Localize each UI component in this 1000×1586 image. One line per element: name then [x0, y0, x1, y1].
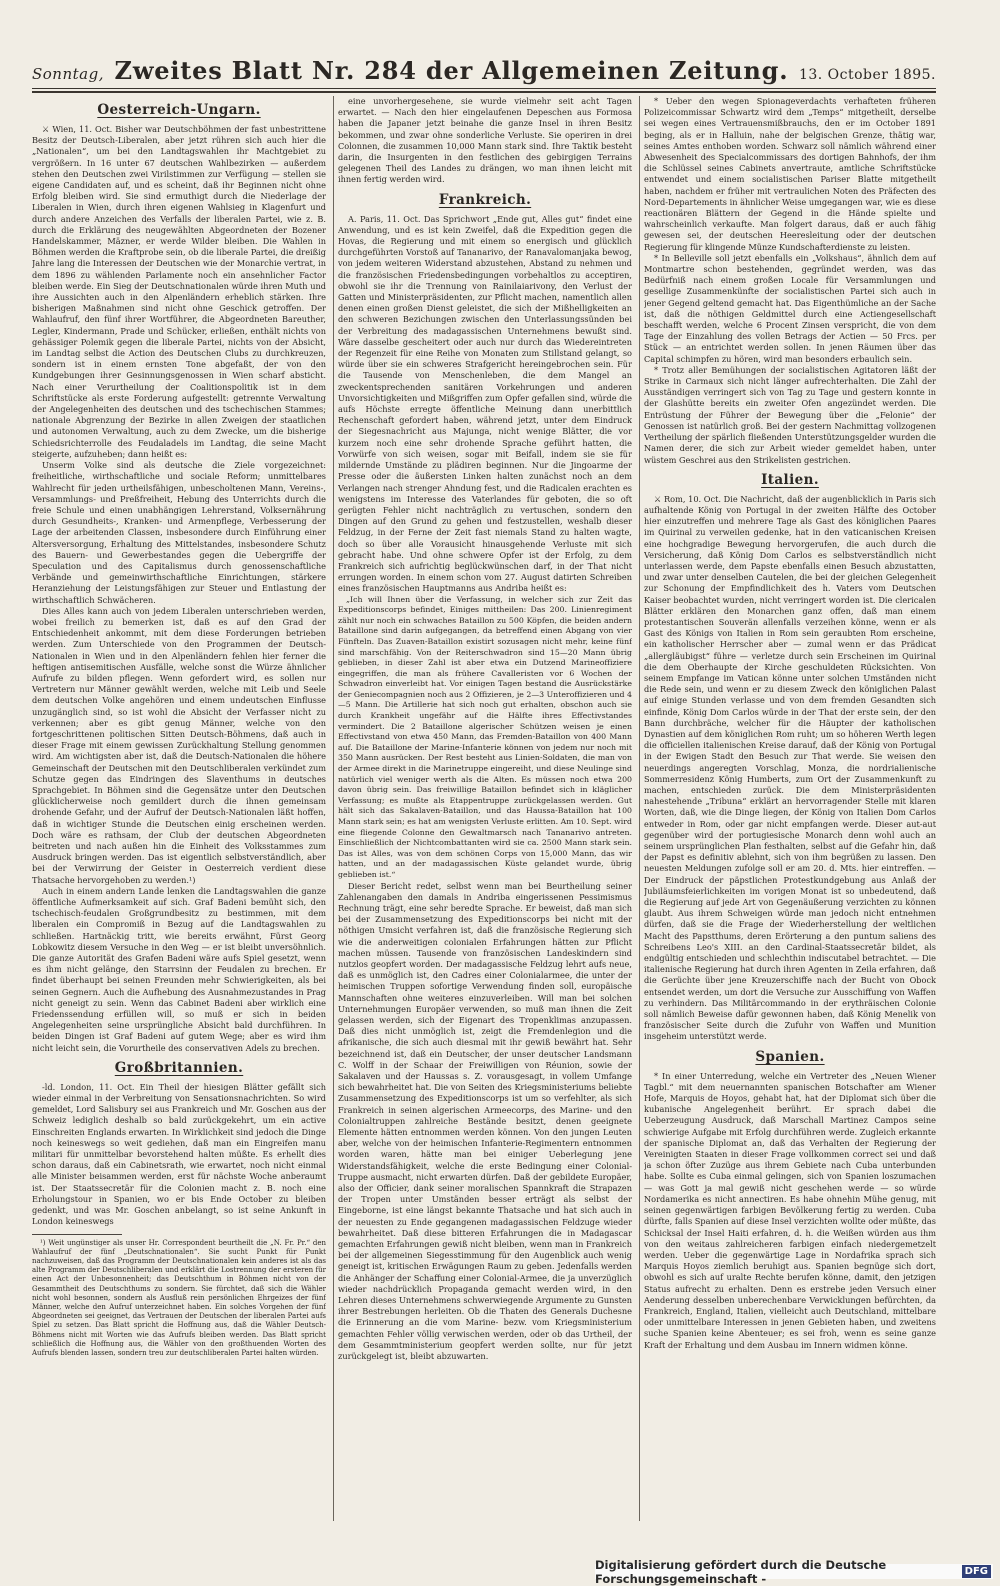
- article-paragraph: Dies Alles kann auch von jedem Liberalen unterschrieben werden, wobei freilich zu bemerken ist, daß es auf den Grad der Entschiedenheit ankommt, mit dem diese Forderungen betrieben werden. Zum Unterschiede von den Programmen der Deutsch-Nationalen in Wien und in den Alpenländern fehlen hier ferner die heftigen antisemitischen Ausfälle, welche sonst die Würze ähnlicher Aufrufe zu bilden pflegen. Wenn gefordert wird, es sollen nur Vertretern nur Männer gewählt werden, welche mit Leib und Seele dem deutschen Volke angehören und einem undeutschen Einflusse unzugänglich sind, so ist wohl die Absicht der Verfasser nicht zu verkennen; aber es gibt genug Männer, welche von den fortgeschrittenen politischen Sitten Deutsch-Böhmens, daß auch in dieser Frage mit einem gewissen Zurückhaltung Stellung genommen wird. Am wichtigsten aber ist, daß die Deutsch-Nationalen die höhere Gemeinschaft der Deutschen mit den Deutschliberalen verkündet zum Schutze gegen das Eindringen des Slaventhums in deutsches Sprachgebiet. In Böhmen sind die Gegensätze unter den Deutschen glücklicherweise noch gemildert durch die ihnen gemeinsam drohende Gefahr, und der Aufruf der Deutsch-Nationalen läßt hoffen, daß in wichtiger Stunde die Deutschen einig erscheinen werden. Doch wäre es rathsam, der Club der deutschen Abgeordneten beitreten und nach außen hin die Einheit des Volksstammes zum Ausdruck bringen werden. Das ist eigentlich selbstverständlich, aber bei der Verwirrung der Geister in Oesterreich verdient diese Thatsache hervorgehoben zu werden.¹): [32, 605, 326, 885]
- masthead-day: Sonntag,: [32, 65, 104, 83]
- article-paragraph: -ld. London, 11. Oct. Ein Theil der hiesigen Blätter gefällt sich wieder einmal in der Verbreitung von Sensationsnachrichten. So wird gemeldet, Lord Salisbury sei aus Frankreich und Mr. Goschen aus der Schweiz lediglich deshalb so bald zurückgekehrt, um ein active Einschreiten Englands erwarten. In Wirklichkeit sind jedoch die Dinge noch keineswegs so weit gediehen, daß man ein Eingreifen manu militari für unmittelbar bevorstehend halten müßte. Es erhellt dies schon daraus, daß ein Cabinetsrath, wie erwartet, noch nicht einmal alle Minister beisammen werden, erst für nächste Woche anberaumt ist. Der Staatssecretär für die Colonien macht z. B. noch eine Erholungstour in Spanien, wo er bis Ende October zu bleiben gedenkt, und was Mr. Goschen anbelangt, so ist seine Ankunft in London keineswegs: [32, 1081, 326, 1227]
- article-paragraph: * In Belleville soll jetzt ebenfalls ein „Volkshaus“, ähnlich dem auf Montmartre schon bestehenden, gegründet werden, was das Bedürfniß nach einem großen Locale für Versammlungen und gesellige Zusammenkünfte der socialistischen Partei sich auch in jener Gegend geltend gemacht hat. Das Eigenthümliche an der Sache ist, daß die nöthigen Geldmittel durch eine Actiengesellschaft beschafft werden, welche 6 Procent Zinsen verspricht, die von dem Tage der Einzahlung des vollen Betrags der Actien — 50 Frcs. per Stück — an entrichtet werden sollen. In jenen Räumen über das Capital schimpfen zu hören, wird man besonders erbaulich sein.: [644, 252, 936, 364]
- masthead: [32, 56, 936, 88]
- quoted-letter: „Ich will Ihnen über die Verfassung, in welcher sich zur Zeit das Expeditionscorps befindet, Einiges mittheilen: Das 200. Linienregiment zählt nur noch ein schwaches Bataillon zu 500 Köpfen, die beiden andern Bataillone sind darin aufgegangen, da betreffend einen Abgang von vier Fünfteln. Das Zuaven-Bataillon existirt sozusagen nicht mehr, keine fünf sind marschfähig. Von der Reiterschwadron sind 15—20 Mann übrig geblieben, in dieser Zahl ist aber etwa ein Dutzend Marineoffiziere eingegriffen, die man als frühere Cavalleristen vor 6 Wochen der Schwadron einverleibt hat. Vor einigen Tagen bestand die Ausrückstärke der Geniecompagnien noch aus 2 Offizieren, je 2—3 Unteroffizieren und 4—5 Mann. Die Artillerie hat sich noch gut erhalten, obschon auch sie durch Krankheit ungefähr auf die Hälfte ihres Effectivstandes vermindert. Die 2 Bataillone algerischer Schützen weisen je einen Effectivstand von etwa 450 Mann, das Fremden-Bataillon von 400 Mann auf. Die Bataillone der Marine-Infanterie können von jedem nur noch mit 350 Mann ausrücken. Der Rest besteht aus Linien-Soldaten, die man von der Armee direkt in die Marinetruppe eingereiht, und diese Neulinge sind natürlich viel weniger werth als die Alten. Es müssen noch etwa 200 davon übrig sein. Das freiwillige Bataillon befindet sich in kläglicher Verfassung; es mußte als Etappentruppe zurückgelassen werden. Gut hält sich das Sakalaven-Bataillon, und das Haussa-Bataillon hat 100 Mann stark sein; es hat am wenigsten Verluste erlitten. Am 10. Sept. wird eine fliegende Colonne den Gewaltmarsch nach Tananarivo antreten. Einschließlich der Nichtcombattanten wird sie ca. 2500 Mann stark sein. Das ist Alles, was von dem schönen Corps von 15,000 Mann, das wir hatten, und an der madagassischen Küste gelandet wurde, übrig geblieben ist.“: [338, 594, 632, 879]
- masthead-title: Zweites Blatt Nr. 284 der Allgemeinen Zeitung.: [114, 56, 789, 85]
- article-paragraph: ⚔ Wien, 11. Oct. Bisher war Deutschböhmen der fast unbestrittene Besitz der Deutsch-Liberalen, aber jetzt rühren sich auch hier die „Nationalen“, um bei den Landtagswahlen ihr Machtgebiet zu vergrößern. In 16 unter 67 deutschen Wahlbezirken — außerdem stehen den Deutschen zwei Virilstimmen zur Verfügung — stellen sie eigene Candidaten auf, und es scheint, daß ihr Beginnen nicht ohne Erfolg bleiben wird. Sie sind ermuthigt durch die Niederlage der Liberalen in Wien, durch ihren eigenen Wahlsieg in Klagenfurt und durch andere Anzeichen des Verfalls der liberalen Partei, wie z. B. durch die Erklärung des neugewählten Abgeordneten der Bozener Handelskammer, Mäzner, er werde Wilder bleiben. Die Wahlen in Böhmen werden die Kraftprobe sein, ob die liberale Partei, die dreißig Jahre lang die Interessen der Deutschen wie der Monarchie vertrat, in dem 1896 zu wählenden Parlamente noch ein ansehnlicher Factor bleiben werde. Ein Sieg der Deutschnationalen würde ihren Muth und ihre Aussichten auch in den Alpenländern erheblich stärken. Ihre bisherigen Maßnahmen sind nicht ohne Geschick getroffen. Der Wahlaufruf, den fünf ihrer Wortführer, die Abgeordneten Bareuther, Legler, Kindermann, Prade und Schücker, erließen, enthält nichts von gehässiger Polemik gegen die liberale Partei, nichts von der Absicht, im Landtag selbst die Action des Deutschen Clubs zu durchkreuzen, sondern ist in einem ernsten Tone abgefaßt, der von den Kundgebungen ihrer Gesinnungsgenossen in Wien scharf absticht. Nach einer Verurtheilung der Coalitionspolitik ist in dem Schriftstücke als erste Forderung aufgestellt: getrennte Verwaltung der Angelegenheiten des deutschen und des tschechischen Stammes; nationale Abgrenzung der Bezirke in allen Zweigen der staatlichen und autonomen Verwaltung, auch zu dem Zwecke, um die bisherige Schiedsrichterrolle des Feudaladels im Landtag, die seine Macht steigerte, aufzuheben; dann heißt es:: [32, 124, 326, 459]
- article-paragraph: ⚔ Rom, 10. Oct. Die Nachricht, daß der augenblicklich in Paris sich aufhaltende König von Portugal in der zweiten Hälfte des October hier einzutreffen und mehrere Tage als Gast des königlichen Paares im Quirinal zu verweilen gedenke, hat in den vaticanischen Kreisen eine hochgradige Bewegung hervorgerufen, die auch durch die Versicherung, daß König Dom Carlos es selbstverständlich nicht unterlassen werde, dem Papste ebenfalls einen Besuch abzustatten, und zwar unter denselben Cautelen, die bei der gleichen Gelegenheit zur Schonung der Empfindlichkeit des h. Vaters vom Deutschen Kaiser beobachtet wurden, nicht verringert worden ist. Die clericalen Blätter erklären den Monarchen ganz offen, daß man einem protestantischen Souverän allenfalls verzeihen könne, wenn er als Gast des Königs von Italien in Rom sein geraubten Rom erscheine, ein katholischer Herrscher aber — zumal wenn er das Prädicat „allergläubigst“ führe — verletze durch sein Erscheinen im Quirinal die dem Oberhaupte der Kirche geschuldeten Rücksichten. Von seinem Empfange im Vatican könne unter solchen Umständen nicht die Rede sein, und wenn er zu diesem Zweck den königlichen Palast auf einige Stunden verlasse und von dem fremden Gesandten sich einfinde, König Dom Carlos würde in der That der erste sein, der den Bann durchbräche, welcher für die Häupter der katholischen Dynastien auf dem königlichen Rom ruht; um so höheren Werth legen die officiellen italienischen Kreise darauf, daß der König von Portugal in der Ewigen Stadt den Besuch zur That werde. Sie weisen den neuerdings angeregten Vorschlag, Monza, die nordrialienische Sommerresidenz König Humberts, zum Ort der Zusammenkunft zu machen, entschieden zurück. Die dem Ministerpräsidenten nahestehende „Tribuna“ erklärt an hervorragender Stelle mit klaren Worten, daß, wie die Dinge liegen, der König von Italien Dom Carlos entweder in Rom, oder gar nicht empfangen werde. Dieser aut-aut gegenüber wird der portugiesische Monarch denn wohl auch an seinem ursprünglichen Plan festhalten, selbst auf die Gefahr hin, daß der Papst es definitiv ablehnt, sich von ihm begrüßen zu lassen. Den neuesten Meldungen zufolge soll er am 20. d. Mts. hier eintreffen. — Der Eindruck der päpstlichen Protestkundgebung aus Anlaß der Jubiläumsfeierlichkeiten im vorigen Monat ist so unbedeutend, daß die Regierung auf jede Art von Gegenäußerung verzichten zu können glaubt. Aus ihrem Schweigen würde man jedoch nicht entnehmen dürfen, daß sie die Frage der Wiederherstellung der weltlichen Macht des Papstthums, deren Erörterung a den puntum saliens des Schreibens Leo's XIII. an den Cardinal-Staatssecretär bildet, als endgültig entschieden und schlechthin indiscutabel betrachtet. — Die italienische Regierung hat durch ihren Agenten in Zeila erfahren, daß die Gerüchte über jene Kreuzerschiffe nach der Bucht von Obock entsendet werden, um dort die Versuche zur Ausschiffung von Waffen zu verhindern. Das Militärcommando in der erythräischen Colonie soll nämlich Beweise dafür gewonnen haben, daß König Menelik von französischer Seite durch die Zufuhr von Waffen und Munition insgeheim unterstützt werde.: [644, 493, 936, 1042]
- digitization-credit: [595, 1557, 993, 1586]
- masthead-date: 13. October 1895.: [798, 67, 936, 83]
- article-columns: [32, 96, 936, 1521]
- footnote: ¹) Weit ungünstiger als unser Hr. Correspondent beurtheilt die „N. Fr. Pr.“ den Wahlaufruf der fünf „Deutschnationalen“. Sie sucht Punkt für Punkt nachzuweisen, daß das Programm der Deutschnationalen kein anderes ist als das alte Programm der Deutschliberalen und erklärt die Lostrennung der ersteren für einen Act der Unbesonnenheit; das Deutschthum in Böhmen nicht von der Gesammtheit des Deutschthums zu sondern. Sie fürchtet, daß sich die Wähler nicht wohl besonnen, sondern als Ausfluß rein persönlichen Ehrgeizes der fünf Männer, welche den Aufruf unterzeichnet haben. Ein solches Vorgehen der fünf Abgeordneten sei geeignet, das Vertrauen der Deutschen der liberalen Partei aufs Spiel zu setzen. Das Blatt spricht die Hoffnung aus, daß die Wähler Deutsch-Böhmens nicht mit Worten wie das Aufrufs bleiben werden. Das Blatt spricht schließlich die Hoffnung aus, die Wähler von den großthuenden Worten des Aufrufs blenden lassen, sondern treu zur deutschliberalen Partei halten würden.: [32, 1238, 326, 1357]
- article-paragraph: eine unvorhergesehene, sie wurde vielmehr seit acht Tagen erwartet. — Nach den hier eingelaufenen Depeschen aus Formosa haben die Japaner jetzt beinahe die ganze Insel in ihren Besitz bekommen, und zwar ohne sonderliche Verluste. Sie operiren in drei Colonnen, die zusammen 10,000 Mann stark sind. Ihre Taktik besteht darin, die Insurgenten in den festlichen des gebirgigen Terrains gelegenen Theil des Landes zu drängen, wo man ihnen leicht mit ihnen fertig werden wird.: [338, 96, 632, 185]
- article-paragraph: * Trotz aller Bemühungen der socialistischen Agitatoren läßt der Strike in Carmaux sich nicht länger aufrechterhalten. Die Zahl der Ausständigen verringert sich von Tag zu Tage und gestern konnte in der Glashütte bereits ein zweiter Ofen angezündet werden. Die Entrüstung der Führer der Bewegung über die „Felonie“ der Genossen ist natürlich groß. Bei der gestern Nachmittag vollzogenen Vertheilung der spärlich fließenden Unterstützungsgelder wurden die Namen derer, die sich zur Arbeit wieder gemeldet haben, unter wüstem Geschrei aus den Strikelisten gestrichen.: [644, 364, 936, 465]
- column-3: [644, 96, 936, 1521]
- section-heading-austria: Oesterreich-Ungarn.: [97, 102, 261, 118]
- article-paragraph: Auch in einem andern Lande lenken die Landtagswahlen die ganze öffentliche Aufmerksamkeit auf sich. Graf Badeni bemüht sich, den tschechisch-feudalen Großgrundbesitz zu bestimmen, mit dem liberalen ein Compromiß in Bezug auf die Landtagswahlen zu schließen. Hartnäckig tritt, wie bereits erwähnt, Fürst Georg Lobkowitz diesem Versuche in den Weg — er ist bleibt unversöhnlich. Die ganze Autorität des Grafen Badeni wäre aufs Spiel gesetzt, wenn es ihm nicht gelänge, den Starrsinn der Feudalen zu brechen. Er findet überhaupt bei seinen Freunden mehr Schwierigkeiten, als bei seinen Gegnern. Auch die Aufhebung des Ausnahmezustandes in Prag nicht geneigt zu sein. Wenn das Cabinet Badeni aber wirklich eine Friedenssendung erfüllen will, so muß er sich in beiden Angelegenheiten seine ursprüngliche Absicht bald durchführen. In beiden Dingen ist Graf Badeni auf gutem Wege; aber es wird ihm nicht leicht sein, die Vorurtheile des conservativen Adels zu brechen.: [32, 885, 326, 1053]
- article-paragraph: * Ueber den wegen Spionageverdachts verhafteten früheren Polizeicommissar Schwartz wird dem „Temps“ mitgetheilt, derselbe sei wegen eines Vertrauensmißbrauchs, den er im October 1891 beging, als er in Halluin, nahe der belgischen Grenze, thätig war, seines Amtes enthoben worden. Schwarz soll nämlich während einer Abwesenheit des Specialcommissars des dortigen Bahnhofs, der ihm die Schlüssel seines Cabinets anvertraute, amtliche Schriftstücke entwendet und einem socialistischen Pariser Blatte mitgetheilt haben, nachdem er früher mit vertraulichen Noten des Präfecten des Nord-Departements in ähnlicher Weise umgegangen war, wie es diese reactionären Blättern der Gegend in die Hände spielte und wahrscheinlich verkaufte. Man folgert daraus, daß er auch fähig gewesen sei, der deutschen Heeresleitung oder der deutschen Regierung für klingende Münze Kundschafterdienste zu leisten.: [644, 96, 936, 252]
- masthead-rule-thick: [32, 91, 936, 93]
- article-paragraph: Dieser Bericht redet, selbst wenn man bei Beurtheilung seiner Zahlenangaben den damals in Andriba eingerissenen Pessimismus Rechnung trägt, eine sehr beredte Sprache. Er beweist, daß man sich bei der Zusammensetzung des Expeditionscorps bei nicht mit der nöthigen Umsicht verfahren ist, daß die französische Regierung sich wie die anderweitigen colonialen Erfahrungen hätten zur Pflicht machen müssen. Tausende von französischen Landeskindern sind nutzlos geopfert worden. Der madagassische Feldzug lehrt aufs neue, daß es unmöglich ist, den Cadres einer Colonialarmee, die unter der heimischen Truppen sofortige Verwendung finden soll, europäische Mannschaften ohne weiteres einzuverleiben. Will man bei solchen Unternehmungen Europäer verwenden, so muß man ihnen die Zeit gelassen werden, sich der Eigenart des Tropenklimas anzupassen. Daß dies nicht unmöglich ist, zeigt die Fremdenlegion und die afrikanische, die sich auch diesmal mit ihr gewiß bewährt hat. Sehr bezeichnend ist, daß ein Deutscher, der unser deutscher Landsmann C. Wolff in der Schaar der Freiwilligen von Réunion, sowie der Sakalaven und der Haussas s. Z. vorausgesagt, in vollem Umfange sich bewahrheitet hat. Die von Seiten des Kriegsministeriums beliebte Zusammensetzung des Expeditionscorps ist um so verfehlter, als sich Frankreich in seinen algerischen Armeecorps, des Marine- und den Colonialtruppen zahlreiche Bestände besitzt, denen geeignete Elemente hätten entnommen werden können. Von den jungen Leuten aber, welche von der heimischen Infanterie-Regimentern entnommen worden waren, hätte man bei einiger Ueberlegung jene Widerstandsfähigkeit, welche die erste Bedingung einer Colonial-Truppe ausmacht, nicht erwarten dürfen. Daß der gebildete Europäer, also der Officier, dank seiner moralischen Spannkraft die Strapazen der Tropen unter Umständen besser erträgt als selbst der Eingeborne, ist eine längst bekannte Thatsache und hat sich auch in der neuesten zu Ende gegangenen madagassischen Feldzuge wieder bewahrheitet. Daß diese bitteren Erfahrungen die in Madagascar gemachten Erfahrungen gewiß nicht bleiben, wenn man in Frankreich bei der allgemeinen Siegesstimmung für den Augenblick auch wenig geneigt ist, kritischen Erwägungen Raum zu geben. Jedenfalls werden die Anhänger der Schaffung einer Colonial-Armee, die ja unverzüglich wieder nachdrücklich Propaganda gemacht werden wird, in den Lehren dieses Unternehmens schwerwiegende Argumente zu Gunsten ihrer Bestrebungen herleiten. Ob die Thaten des Generals Duchesne die Erinnerung an die vom Marine- bezw. vom Kriegsministerium gemachten Fehler völlig verwischen werden, oder ob das Urtheil, der dem Gesammtministerium geopfert werden sollte, nur für jetzt zurückgelegt ist, bleibt abzuwarten.: [338, 880, 632, 1362]
- section-heading-italy: Italien.: [761, 471, 819, 488]
- footnote-rule: [32, 1234, 122, 1235]
- article-paragraph: Unserm Volke sind als deutsche die Ziele vorgezeichnet: freiheitliche, wirthschaftliche und sociale Reform; unmittelbares Wahlrecht für jeden urtheilsfähigen, unbescholtenen Mann, Vereins-, Versammlungs- und Preßfreiheit, Hebung des Unterrichts durch die freie Schule und einen unabhängigen Lehrerstand, Volksernährung durch Gesundheits-, Kranken- und Armenpflege, Verbesserung der Lage der arbeitenden Classen, insbesondere durch Einführung einer Altersversorgung, Erhaltung des Mittelstandes, insbesondere Schutz des Bauern- und Gewerbestandes gegen die Uebergriffe der Speculation und des Capitalismus durch genossenschaftliche Verbände und gemeinwirthschaftliche Einrichtungen, stärkere Heranziehung der Leistungsfähigen zur Steuer und Entlastung der wirthschaftlich Schwächeren.: [32, 460, 326, 605]
- section-heading-spain: Spanien.: [755, 1048, 825, 1065]
- masthead-rule-thin: [32, 88, 936, 89]
- article-paragraph: A. Paris, 11. Oct. Das Sprichwort „Ende gut, Alles gut“ findet eine Anwendung, und es ist kein Zweifel, daß die Expedition gegen die Hovas, die Regierung und mit einem so energisch und glücklich durchgeführten Vorstoß auf Tananarivo, der Ranavalomanjaka bewog, von jedem weiteren Widerstand abzustehen, Abstand zu nehmen und die französischen Friedensbedingungen vorbehaltlos zu acceptiren, obwohl sie ihr die Trennung von Rainilaiarivony, den Verlust der Gatten und Ministerpräsidenten, zur Pflicht machen, namentlich allen denen einen großen Dienst geleistet, die sich der Mißhelligkeiten an den schweren Bezichungen zwischen den Unterlassungssünden bei der Verbreitung des madagassischen Unternehmens bewußt sind. Wäre dasselbe gescheitert oder auch nur durch das Wiedereintreten der Regenzeit für eine Reihe von Monaten zum Stillstand gelangt, so würde über sie ein schweres Strafgericht hereingebrochen sein. Für die Tausende von Menschenleben, die dem Mangel an zweckentsprechenden sanitären Vorkehrungen und anderen Unvorsichtigkeiten und Mißgriffen zum Opfer gefallen sind, würde die aufs Höchste erregte öffentliche Meinung dann unerbittlich Rechenschaft gefordert haben, während jetzt, unter dem Eindruck der Siegesnachricht aus Majunga, nicht wenige Blätter, die vor kurzem noch eine sehr drohende Sprache geführt hatten, die Vorwürfe von sich weisen, sogar mit Beifall, indem sie sie für mildernde Umstände zu plädiren beginnen. Nur die Jingoarme der Presse oder die äußersten Linken halten zunächst noch an dem Verlangen nach strenger Ahndung fest, und die Radicalen erachten es wenigstens im Interesse des Vaterlandes für geboten, die so oft gerügten Fehler nicht nachträglich zu vertuschen, sondern den Dingen auf den Grund zu gehen und festzustellen, weshalb dieser Feldzug, in der Ferne der Zeit fast niemals Stand zu halten wagte, doch so über alle Vorausicht hinausgehende Verluste mit sich gebracht habe. Und ohne schwere Opfer ist der Erfolg, zu dem Frankreich sich aufrichtig beglückwünschen darf, in der That nicht errungen worden. In einem schon vom 27. August datirten Schreiben eines französischen Hauptmanns aus Andriba heißt es:: [338, 213, 632, 594]
- credit-text: Digitalisierung gefördert durch die Deutsche Forschungsgemeinschaft -: [595, 1557, 887, 1586]
- dfg-logo-icon: DFG: [962, 1565, 991, 1578]
- column-2: [338, 96, 632, 1521]
- column-1: [32, 96, 326, 1521]
- section-heading-france: Frankreich.: [438, 191, 532, 208]
- section-heading-britain: Großbritannien.: [114, 1059, 244, 1076]
- article-paragraph: * In einer Unterredung, welche ein Vertreter des „Neuen Wiener Tagbl.“ mit dem neuernannten spanischen Botschafter am Wiener Hofe, Marquis de Hoyos, gehabt hat, hat der Diplomat sich über die kubanische Angelegenheit berührt. Er sprach dabei die Ueberzeugung Ausdruck, daß Marschall Martinez Campos seine schwierige Aufgabe mit Erfolg durchführen werde. Zugleich erkannte der spanische Diplomat an, daß das Verhalten der Regierung der Vereinigten Staaten in dieser Frage vollkommen correct sei und daß ja schon öfter Zuzüge aus ihrem Gebiete nach Cuba unterbunden habe. Sollte es Cuba einmal gelingen, sich von Spanien loszumachen — was Gott ja mal gewiß nicht geschehen werde — so würde Nordamerika es nicht annectiren. Es habe ohnehin Mühe genug, mit seinen gegenwärtigen farbigen Bevölkerung fertig zu werden. Cuba dürfte, falls Spanien auf diese Insel verzichten wollte oder müßte, das Schicksal der Insel Haiti erfahren, d. h. die Weißen würden aus ihm von den weitaus zahlreicheren farbigen einfach niedergemetzelt werden. Ueber die gegenwärtige Lage in Nordafrika sprach sich Marquis Hoyos ziemlich beruhigt aus. Spanien begnüge sich dort, obwohl es sich auf uralte Rechte berufen könne, damit, den jetzigen Status aufrecht zu erhalten. Denn es erstrebe jeden Versuch einer Aenderung desselben unberechenbare Verwicklungen befürchten, da Frankreich, England, Italien, vielleicht auch Deutschland, mittelbare oder unmittelbare Interessen in jenen Gebieten haben, und zweitens suche Spanien keine Abenteuer; es sei froh, wenn es seine ganze Kraft der Erhaltung und dem Ausbau im Innern widmen könne.: [644, 1070, 936, 1350]
